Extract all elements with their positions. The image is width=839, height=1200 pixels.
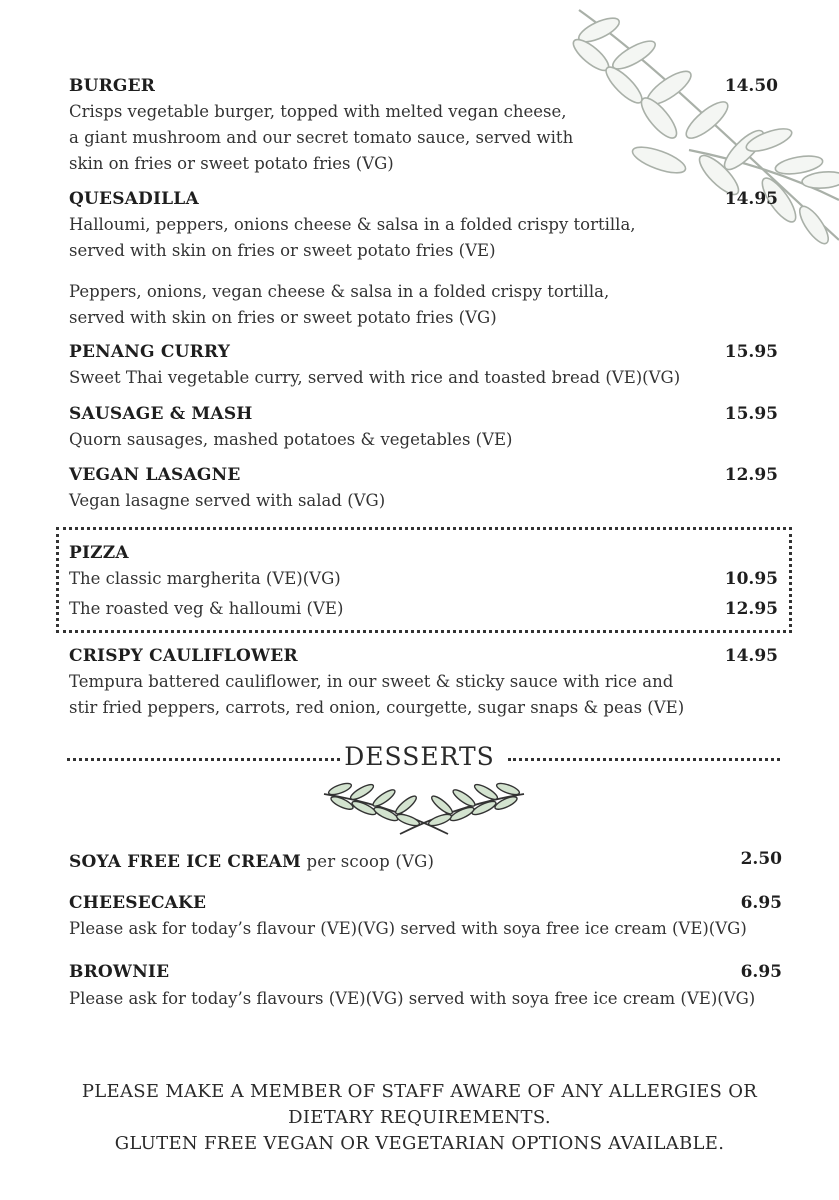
pizza-item-name: The roasted veg & halloumi (VE): [69, 599, 344, 618]
item-price: 14.50: [724, 76, 778, 96]
item-description: Tempura battered cauliflower, in our sweet & sticky sauce with rice and stir fried peppers, carrots, red onion, courgette, sugar snaps & peas (VE): [69, 672, 685, 717]
item-description: Halloumi, peppers, onions cheese & salsa in a folded crispy tortilla, served with skin on fries or sweet potato fries (VE): [69, 215, 636, 260]
item-title: SAUSAGE & MASH: [69, 404, 253, 424]
item-title: PENANG CURRY: [69, 342, 231, 362]
allergy-notice: PLEASE MAKE A MEMBER OF STAFF AWARE OF ANY ALLERGIES OR DIETARY REQUIREMENTS. GLUTEN FREE VEGAN OR VEGETARIAN OPTIONS AVAILABLE.: [81, 1081, 758, 1154]
dessert-description: Please ask for today’s flavour (VE)(VG) served with soya free ice cream (VE)(VG): [69, 919, 747, 938]
laurel-branch-icon: [318, 776, 530, 836]
dessert-price: 2.50: [740, 849, 782, 869]
dessert-title: BROWNIE: [69, 962, 170, 982]
item-price: 15.95: [724, 342, 778, 362]
item-description: Crisps vegetable burger, topped with melted vegan cheese, a giant mushroom and our secret tomato sauce, served with skin on fries or sweet potato fries (VG): [69, 102, 574, 173]
dessert-title: SOYA FREE ICE CREAM per scoop (VG): [69, 852, 435, 872]
item-description: Quorn sausages, mashed potatoes & vegetables (VE): [69, 430, 513, 449]
desserts-heading: DESSERTS: [344, 742, 495, 771]
item-description-alt: Peppers, onions, vegan cheese & salsa in a folded crispy tortilla, served with skin on fries or sweet potato fries (VG): [69, 282, 610, 327]
pizza-item-price: 12.95: [724, 599, 778, 619]
item-title: VEGAN LASAGNE: [69, 465, 241, 485]
item-title: CRISPY CAULIFLOWER: [69, 646, 298, 666]
item-description: Sweet Thai vegetable curry, served with rice and toasted bread (VE)(VG): [69, 368, 681, 387]
item-description: Vegan lasagne served with salad (VG): [69, 491, 386, 510]
item-title: QUESADILLA: [69, 189, 199, 209]
dessert-price: 6.95: [740, 962, 782, 982]
item-price: 12.95: [724, 465, 778, 485]
item-price: 15.95: [724, 404, 778, 424]
pizza-title: PIZZA: [69, 543, 129, 563]
dessert-description: Please ask for today’s flavours (VE)(VG) served with soya free ice cream (VE)(VG): [69, 989, 756, 1008]
item-price: 14.95: [724, 646, 778, 666]
item-title: BURGER: [69, 76, 156, 96]
pizza-item-price: 10.95: [724, 569, 778, 589]
dessert-price: 6.95: [740, 893, 782, 913]
pizza-item-name: The classic margherita (VE)(VG): [69, 569, 341, 588]
dessert-title: CHEESECAKE: [69, 893, 207, 913]
item-price: 14.95: [724, 189, 778, 209]
